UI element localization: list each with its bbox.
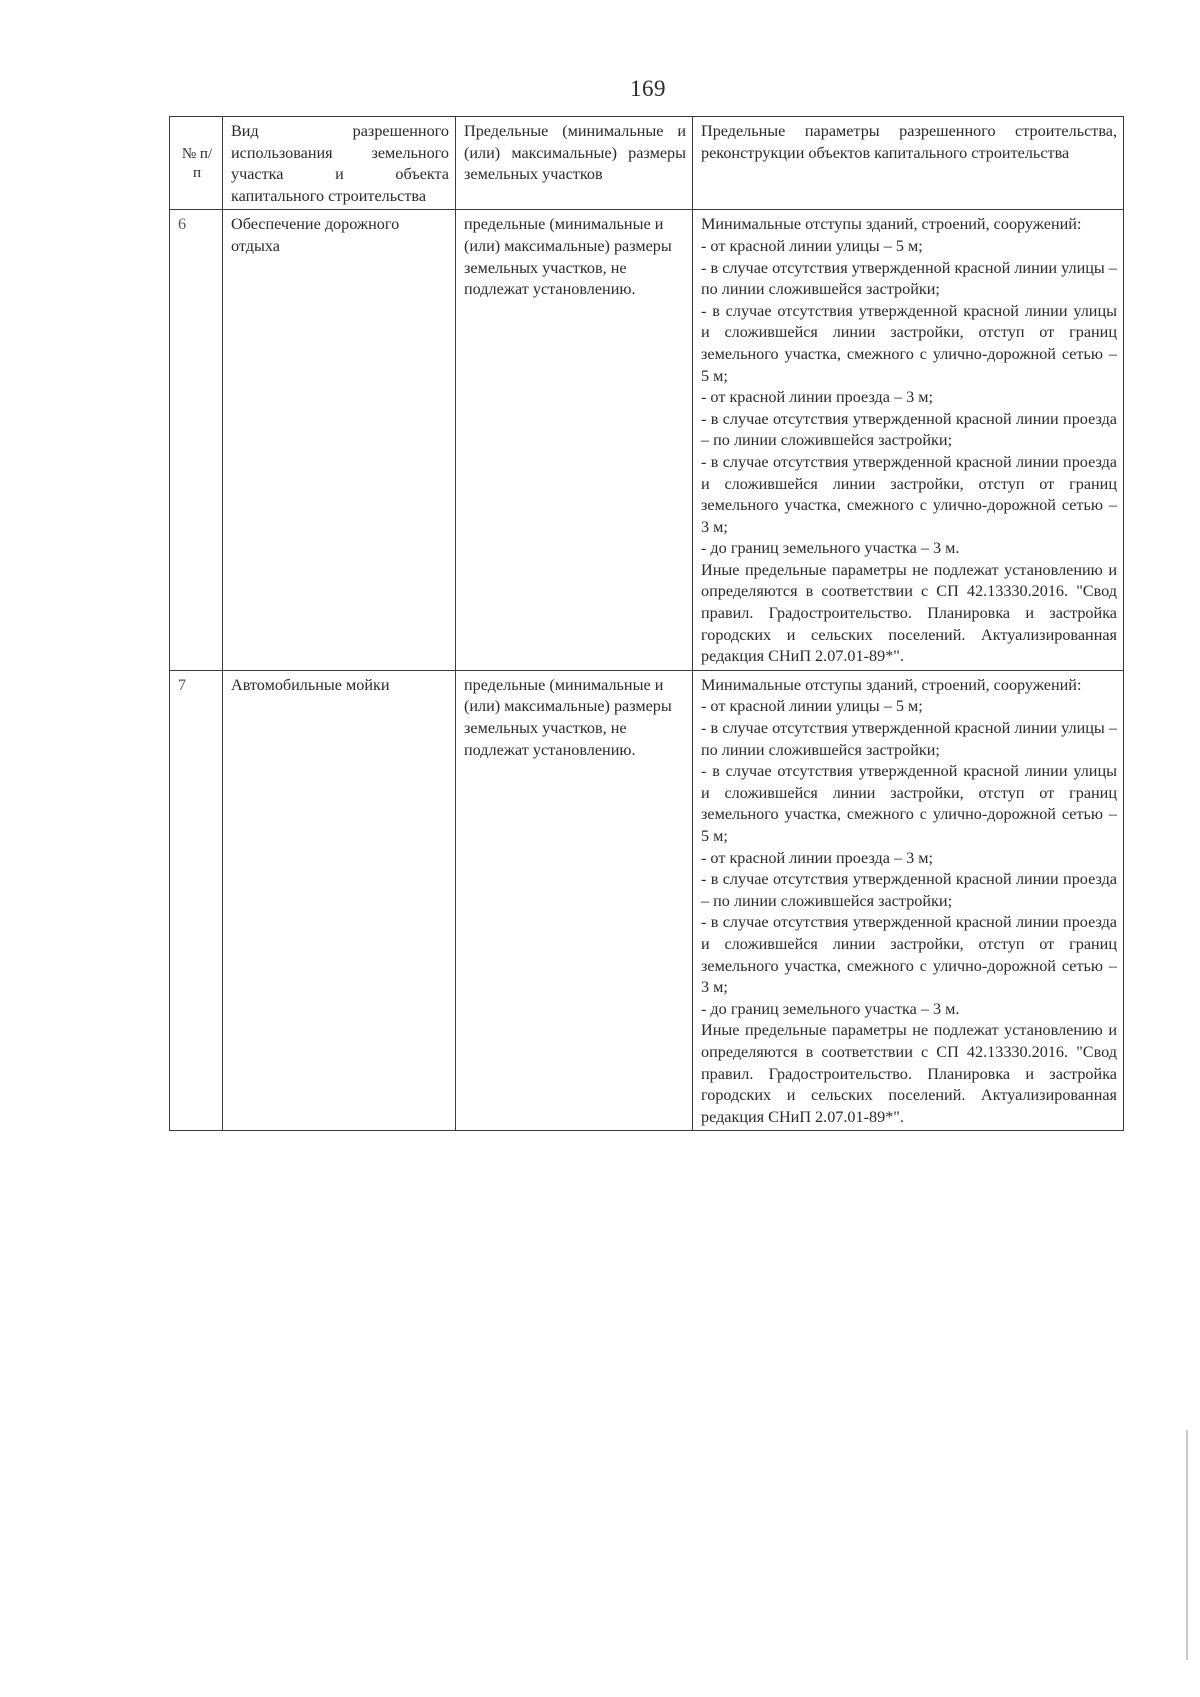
row-use-type: Обеспечение дорожного отдыха [223,210,456,670]
row-plot-sizes: предельные (минимальные и (или) максимальные) размеры земельных участков, не подлежат установлению. [456,670,693,1130]
param-line: - в случае отсутствия утвержденной красной линии улицы и сложившейся линии застройки, отступ от границ земельного участка, смежного с улично-дорожной сетью – 5 м; [701,762,1117,845]
param-line: Минимальные отступы зданий, строений, сооружений: [701,215,1082,234]
row-use-type: Автомобильные мойки [223,670,456,1130]
table-row [170,670,1124,1130]
table-header-row [170,117,1124,210]
param-line: - в случае отсутствия утвержденной красной линии проезда и сложившейся линии застройки, отступ от границ земельного участка, смежного с улично-дорожной сетью – 3 м; [701,452,1117,536]
param-line: - от красной линии улицы – 5 м; [701,697,923,716]
param-line: - в случае отсутствия утвержденной красной линии проезда – по линии сложившейся застройки; [701,409,1117,450]
row-params [693,210,1124,670]
param-line: - от красной линии улицы – 5 м; [701,236,923,255]
row-plot-sizes: предельные (минимальные и (или) максимальные) размеры земельных участков, не подлежат установлению. [456,210,693,670]
param-line: - в случае отсутствия утвержденной красной линии улицы и сложившейся линии застройки, отступ от границ земельного участка, смежного с улично-дорожной сетью – 5 м; [701,301,1117,385]
row-params [693,670,1124,1130]
row-number: 7 [170,670,223,1130]
param-line: - в случае отсутствия утвержденной красной линии проезда и сложившейся линии застройки, отступ от границ земельного участка, смежного с улично-дорожной сетью – 3 м; [701,913,1117,997]
table-row [170,210,1124,670]
param-line: - до границ земельного участка – 3 м. [701,539,960,558]
param-line: - от красной линии проезда – 3 м; [701,388,934,407]
header-use-type: Вид разрешенного использования земельного участка и объекта капитального строительства [223,117,456,210]
param-line: - в случае отсутствия утвержденной красной линии проезда – по линии сложившейся застройки; [701,870,1117,910]
param-line: - от красной линии проезда – 3 м; [701,848,934,867]
param-line: - до границ земельного участка – 3 м. [701,999,960,1018]
header-plot-sizes: Предельные (минимальные и (или) максимальные) размеры земельных участков [456,117,693,210]
row-number: 6 [170,210,223,670]
param-line: Иные предельные параметры не подлежат установлению и определяются в соответствии с СП 42.13330.2016. "Свод правил. Градостроительство. Планировка и застройка городских и сельских поселений. Актуализированная редакция СНиП 2.07.01-89*". [701,560,1117,666]
header-num: № п/п [170,117,223,210]
regulations-table [169,116,1124,1131]
page-number: 169 [630,76,666,101]
scan-edge-mark [1186,1430,1188,1660]
param-line: - в случае отсутствия утвержденной красной линии улицы – по линии сложившейся застройки; [701,258,1117,299]
header-params: Предельные параметры разрешенного строительства, реконструкции объектов капитального строительства [693,117,1124,210]
param-line: Иные предельные параметры не подлежат установлению и определяются в соответствии с СП 42.13330.2016. "Свод правил. Градостроительство. Планировка и застройка городских и сельских поселений. Актуализированная редакция СНиП 2.07.01-89*". [701,1021,1117,1126]
param-line: - в случае отсутствия утвержденной красной линии улицы – по линии сложившейся застройки; [701,719,1117,759]
param-line: Минимальные отступы зданий, строений, сооружений: [701,675,1082,694]
